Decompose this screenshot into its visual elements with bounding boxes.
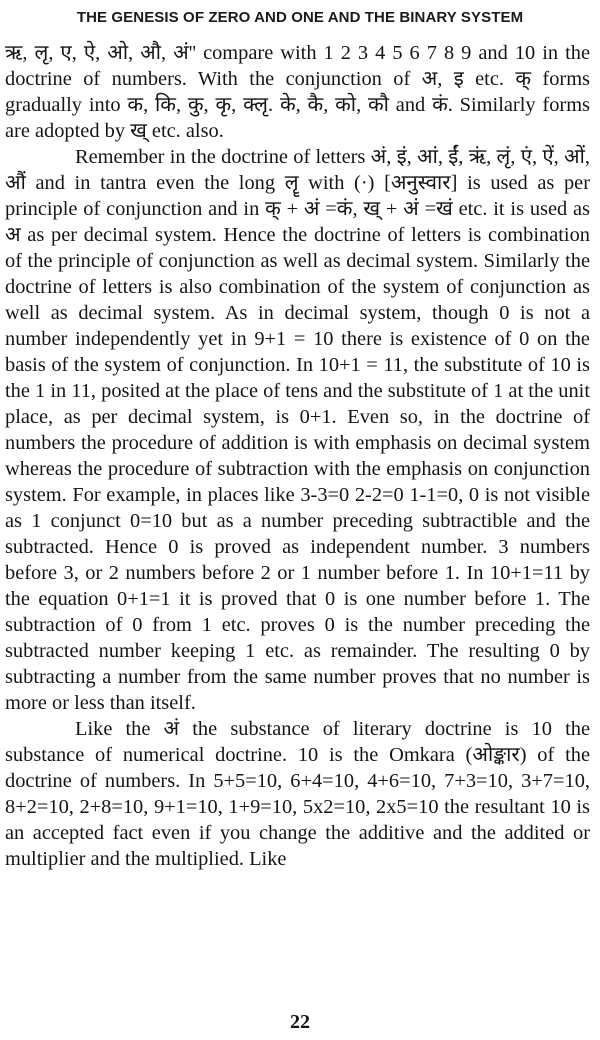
paragraph-omkara: Like the अं the substance of literary doctrine is 10 the substance of numerical doctrine. 10 is the Omkara (ओङ्कार) of the doctrine of numbers. In 5+5=10, 6+4=10, 4+6=10, 7+3=10, 3+7=10, 8+2=10, 2+8=10, 9+1=10, 1+9=10, 5x2=10, 2x5=10 the resultant 10 is an accepted fact even if you change the additive and the addited or multiplier and the multiplied. Like — [5, 718, 590, 870]
running-head: THE GENESIS OF ZERO AND ONE AND THE BINARY SYSTEM — [76, 9, 524, 26]
paragraph-doctrine-of-letters: Remember in the doctrine of letters अं, इं, आं, ईं, ऋं, लृं, एं, ऐं, ओं, औं and in tantra even the long लॄ with (·) [अनुस्वार] is used as per principle of conjunction and in क् + अं =कं, ख् + अं =खं etc. it is used as अ as per decimal system. Hence the doctrine of letters is combination of the principle of conjunction as well as decimal system. Similarly the doctrine of letters is also combination of the system of conjunction as well as decimal system. As in decimal system, though 0 is not a number independently yet in 9+1 = 10 there is existence of 0 on the basis of the system of conjunction. In 10+1 = 11, the substitute of 10 is the 1 in 11, posited at the place of tens and the substitute of 1 at the unit place, as per decimal system, is 0+1. Even so, in the doctrine of numbers the procedure of addition is with emphasis on decimal system whereas the procedure of subtraction with the emphasis on conjunction system. For example, in places like 3-3=0 2-2=0 1-1=0, 0 is not visible as 1 conjunct 0=10 but as a number preceding subtractible and the subtracted. Hence 0 is proved as independent number. 3 numbers before 3, or 2 numbers before 2 or 1 number before 1. In 10+1=11 by the equation 0+1=1 it is proved that 0 is one number before 1. The subtraction of 0 from 1 etc. proves 0 is the number preceding the subtracted number keeping 1 etc. as remainder. The resulting 0 by subtracting a number from the same number proves that no number is more or less than itself. — [5, 146, 590, 714]
paragraph-continuation: ऋ, लृ, ए, ऐ, ओ, औ, अं'' compare with 1 2 3 4 5 6 7 8 9 and 10 in the doctrine of numbers. With the conjunction of अ, इ etc. क् forms gradually into क, कि, कु, कृ, क्लृ. के, कै, को, कौ and कं. Similarly forms are adopted by ख् etc. also. — [5, 42, 590, 142]
page-number: 22 — [290, 1011, 310, 1033]
body-text — [5, 40, 590, 872]
